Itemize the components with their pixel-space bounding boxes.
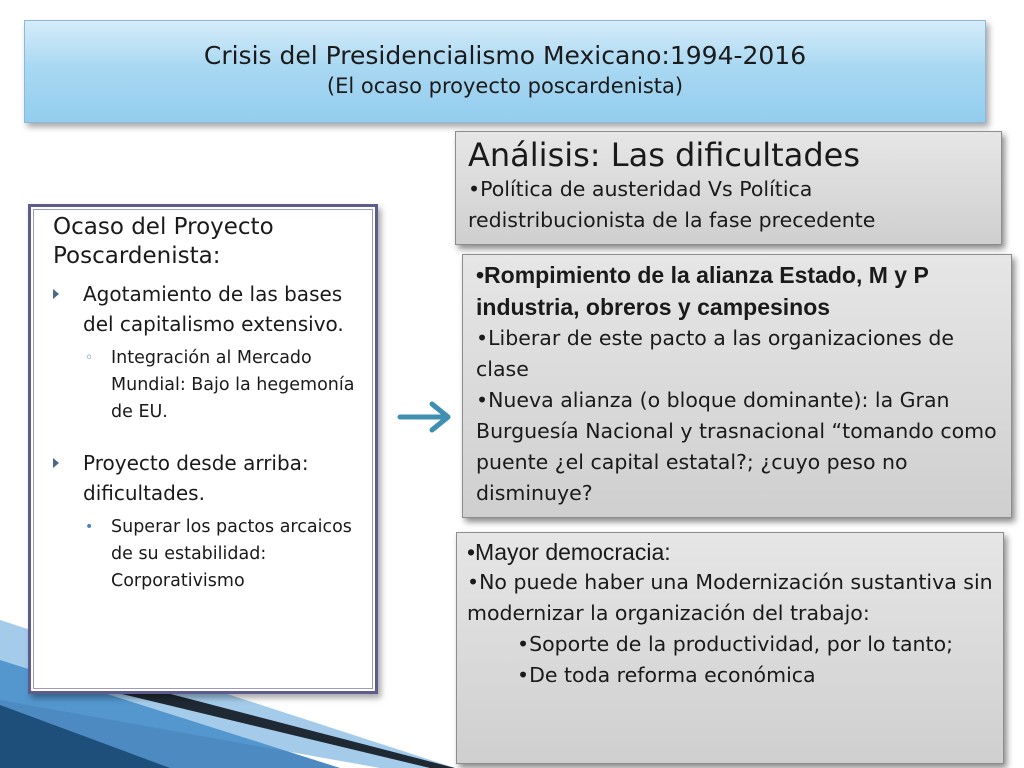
rupture-bullet: •Liberar de este pacto a las organizaciones de clase	[476, 326, 954, 381]
analysis-box	[455, 131, 1002, 245]
page-subtitle: (El ocaso proyecto poscardenista)	[326, 74, 684, 98]
list-item	[53, 279, 369, 339]
sub-list-item	[53, 514, 369, 595]
democracy-bullet: •No puede haber una Modernización sustantiva sin modernizar la organización del trabajo:	[467, 570, 993, 625]
sub-list-item	[53, 345, 369, 426]
democracy-box	[456, 532, 1004, 764]
analysis-title: Análisis: Las dificultades	[468, 136, 860, 174]
rupture-bullet: •Nueva alianza (o bloque dominante): la Gran Burguesía Nacional y trasnacional “tomando como puente ¿el capital estatal?; ¿cuyo peso no disminuye?	[476, 388, 997, 505]
list-item-text: Proyecto desde arriba: dificultades.	[83, 451, 309, 505]
list-item-text: Agotamiento de las bases del capitalismo extensivo.	[83, 282, 344, 336]
rupture-title: •Rompimiento de la alianza Estado, M y P industria, obreros y campesinos	[476, 262, 929, 320]
list-item	[53, 448, 369, 508]
title-banner	[24, 20, 986, 123]
alliance-rupture-box	[462, 254, 1012, 518]
sub-list-item-text: Superar los pactos arcaicos de su estabilidad: Corporativismo	[111, 517, 352, 591]
democracy-title: •Mayor democracia:	[467, 539, 671, 565]
analysis-bullet: •Política de austeridad Vs Política redistribucionista de la fase precedente	[468, 177, 876, 232]
triangle-bullet-icon	[53, 458, 59, 468]
page-title: Crisis del Presidencialismo Mexicano:1994-2016	[203, 41, 807, 70]
triangle-bullet-icon	[53, 289, 59, 299]
panel-heading: Ocaso del Proyecto Poscardenista:	[53, 214, 274, 269]
circle-bullet-icon: ◦	[85, 350, 94, 366]
democracy-sub-bullet: •De toda reforma económica	[517, 663, 816, 687]
sub-list-item-text: Integración al Mercado Mundial: Bajo la hegemonía de EU.	[111, 348, 355, 422]
poscardenista-panel	[28, 204, 378, 694]
right-arrow-icon	[396, 398, 456, 434]
dot-bullet-icon: •	[85, 519, 94, 535]
democracy-sub-bullet: •Soporte de la productividad, por lo tanto;	[517, 632, 954, 656]
